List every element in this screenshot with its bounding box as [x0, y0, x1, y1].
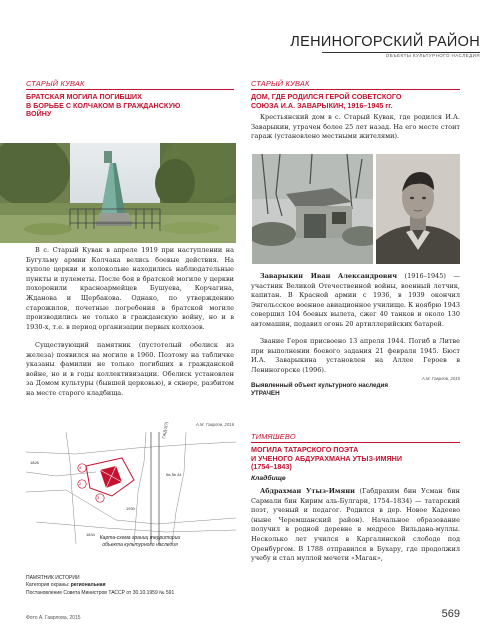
- right-heading2: МОГИЛА ТАТАРСКОГО ПОЭТА И УЧЕНОГО АБДУРАХМАНА УТЫЗ-ИМЯНИ (1754–1843): [251, 445, 403, 472]
- left-status: [26, 575, 241, 597]
- right-intro: Крестьянский дом в с. Старый Кувак, где родился И.А. Заварыкин, утрачен более 25 лет назад. На его месте стоит гараж (установлено местными жителями).: [251, 113, 460, 141]
- footer-photo-credit: Фото А. Гаврлова, 2015: [26, 615, 81, 621]
- left-paragraph-1: В с. Старый Кувак в апреле 1919 при наступлении на Бугульму армии Колчака велись боевые действия. На куполе церкви и колокольне находились наблюдательные пункты и пулеметы. После боя в братской могиле у церкви похоронили красноармейцев Бушуева, Корчагина, Жданова и Щербакова. Однако, по утверждению старожилов, почетные погребения в братской могиле производились не только в гражданскую войну, но и в 1930-х, т.е. в период организации первых колхозов.: [26, 246, 234, 331]
- map-num-mid: 1930: [126, 506, 135, 511]
- status-category: Категория охраны: региональная: [26, 582, 106, 589]
- right-section-rule: [251, 89, 460, 90]
- map-caption: Карта-схема границ территории объекта культурного наследия: [99, 535, 181, 549]
- map-road-label: ГЖД-2(?): [161, 421, 169, 439]
- left-section-title: СТАРЫЙ КУВАК: [26, 79, 85, 88]
- left-section-rule: [26, 89, 234, 90]
- right-section-title: СТАРЫЙ КУВАК: [251, 79, 310, 88]
- map-parcel-a: 4: [79, 465, 82, 470]
- map-num-left: 1826: [30, 460, 39, 465]
- region-subtitle: ОБЪЕКТЫ КУЛЬТУРНОГО НАСЛЕДИЯ: [385, 53, 480, 58]
- portrait-photo: [376, 154, 460, 264]
- region-title: ЛЕНИНОГОРСКИЙ РАЙОН: [290, 34, 480, 50]
- right-bio: Заварыкин Иван Александрович (1916–1945) — участник Великой Отечественной войны, военный летчик, капитан. В Красной армии с 1936, в 1939 окончил Энгельсское военное авиационное училище. К ноябрю 1943 совершил 104 боевых вылета, сжег 40 танков и около 130 автомашин, подавил огонь 20 артиллерийских батарей.: [251, 272, 460, 328]
- obelisk-photo: [0, 143, 236, 243]
- map-plan-label: Кв.№ 44: [166, 472, 182, 477]
- right-sub2: Кладбище: [251, 475, 286, 482]
- status-decree: Постановление Совета Министров ТАССР от 30.10.1959 № 591: [26, 589, 175, 596]
- map-num-bot: 1834: [86, 532, 95, 537]
- status-title: ПАМЯТНИК ИСТОРИИ: [26, 575, 80, 581]
- garage-photo: [252, 154, 373, 264]
- left-photo-credit: А.М. Гаврлов, 2016: [195, 422, 234, 427]
- left-paragraph-2: Существующий памятник (пустотелый обелиск из железа) появился на могиле в 1960. Поэтому на табличке указаны фамилии не только погибших в гражданской войне, но и в годы коллективизации. Обелиск установлен за Домом культуры (бывшей церковью), в сквере, разбитом на месте старого кладбища.: [26, 341, 234, 397]
- map-parcel-b: 2: [79, 481, 82, 486]
- right-section2-rule: [251, 442, 460, 443]
- left-heading: БРАТСКАЯ МОГИЛА ПОГИБШИХ В БОРЬБЕ С КОЛЧАКОМ В ГРАЖДАНСКУЮ ВОЙНУ: [26, 92, 181, 119]
- right-heading: ДОМ, ГДЕ РОДИЛСЯ ГЕРОЙ СОВЕТСКОГО СОЮЗА И.А. ЗАВАРЫКИН, 1916–1945 гг.: [251, 92, 402, 110]
- map-parcel-c: 3: [97, 495, 100, 500]
- right-photo-credit: А.М. Гаврлов, 2015: [421, 376, 460, 381]
- right-bio2: Абдрахман Утыз-Имяни (Габдрахим бин Усман бин Сармали бин Кирим аль-Булгари, 1754–1834) — татарский поэт, ученый и педагог. Родился в дер. Новое Кадеево (ныне Черемшанский район). Начальное образование получил в родной деревне в медресе Вильдана-муллы. Несколько лет учился в Каргалинской слободе под Оренбургом. В 1788 отправился в Бухару, где продолжил учебу и стал муллой мечети «Магак»,: [251, 487, 460, 563]
- right-section2-title: ТИМЯШЕВО: [251, 432, 296, 441]
- right-bio-2: Звание Героя присвоено 13 апреля 1944. Погиб в Литве при выполнении боевого задания 21 февраля 1945. Бюст И.А. Заварыкина установлен на Аллее Героев в Лениногорске (1996).: [251, 337, 460, 374]
- right-status: Выявленный объект культурного наследия УТРАЧЕН: [251, 382, 389, 398]
- page-number: 569: [441, 608, 460, 620]
